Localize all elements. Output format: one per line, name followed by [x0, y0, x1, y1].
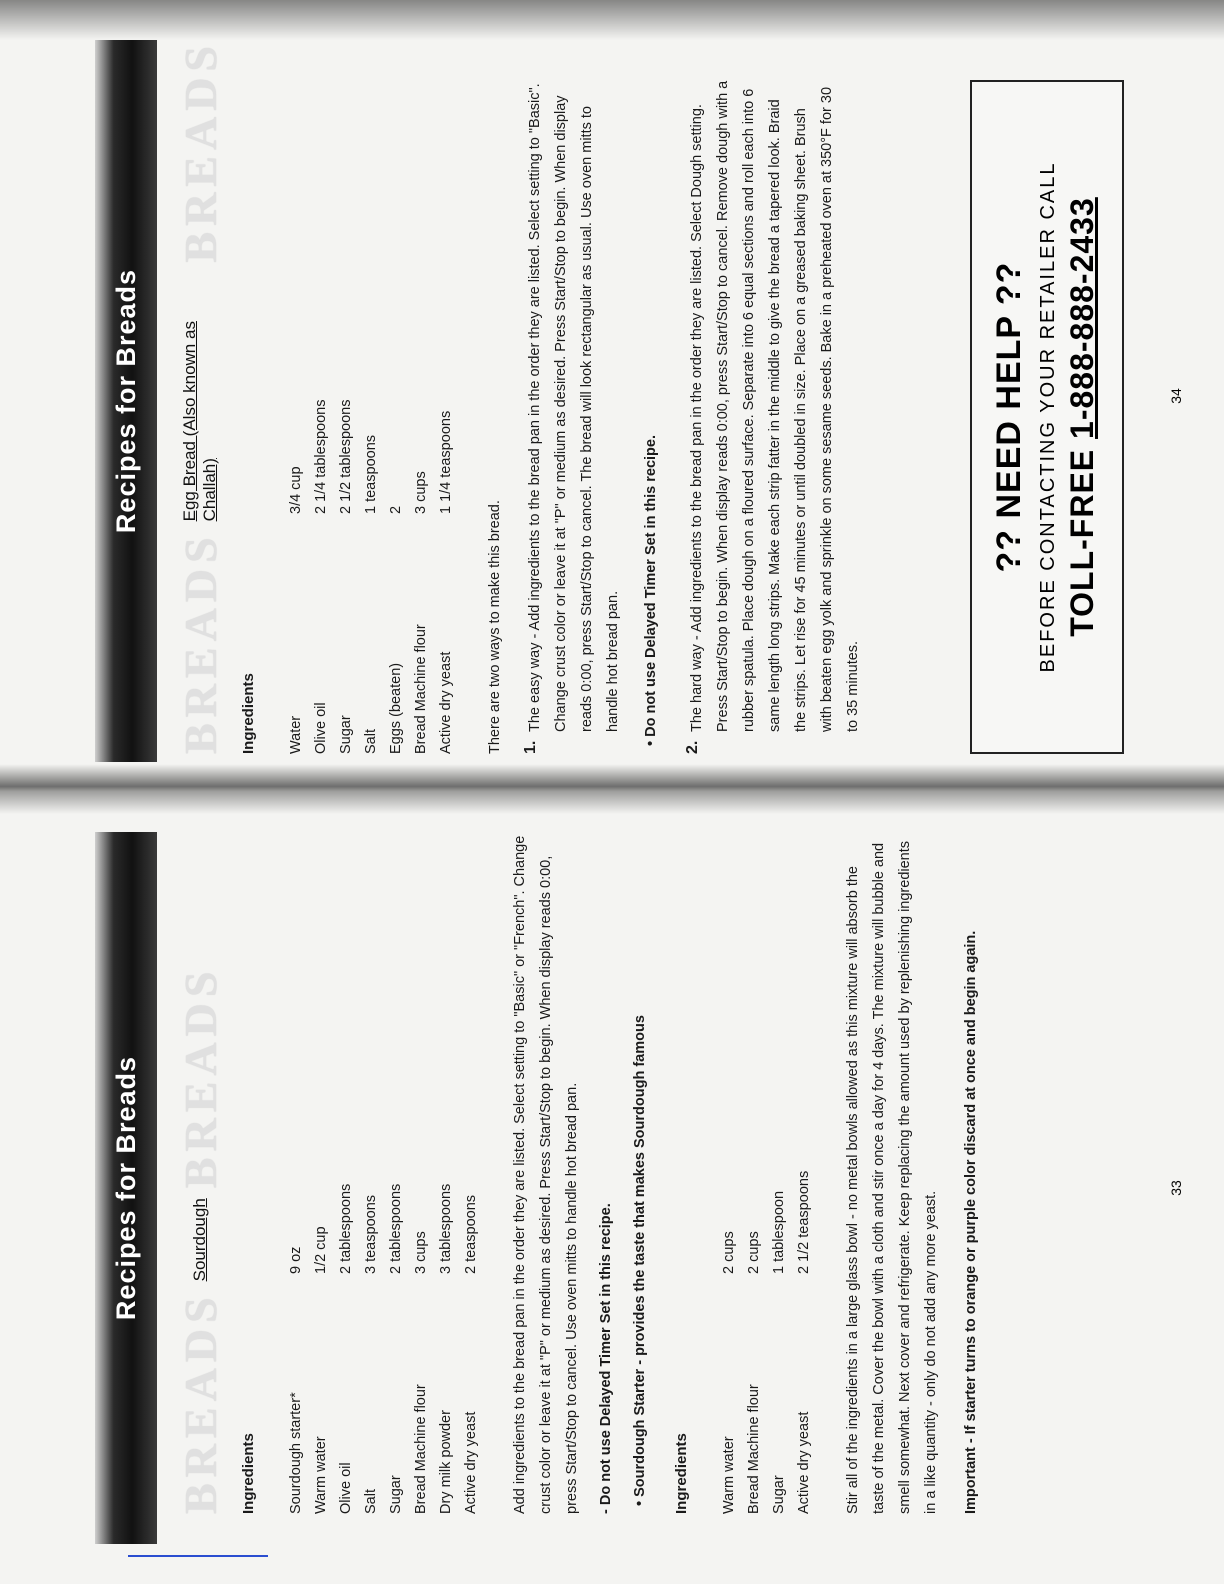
ingredient-name: Eggs (beaten): [387, 662, 404, 754]
ingredients-heading: Ingredients: [240, 1433, 257, 1514]
scan-edge-mark: [128, 1555, 268, 1557]
starter-note: • Sourdough Starter - provides the taste that makes Sourdough famous: [632, 1015, 648, 1506]
ingredient-qty: 2 1/2 teaspoons: [795, 1170, 812, 1274]
ingredient-name: Bread Machine flour: [412, 1384, 429, 1514]
ingredients-list: [283, 832, 483, 1514]
ingredient-qty: 1/2 cup: [312, 1226, 329, 1274]
ingredient-name: Sourdough starter*: [287, 1392, 304, 1514]
page-edge-shadow: [0, 0, 1224, 40]
ingredient-name: Water: [287, 715, 304, 754]
ingredient-qty: 1 teaspoons: [362, 434, 379, 514]
ingredient-qty: 2 tablespoons: [337, 1183, 354, 1274]
recipe-title-row: [175, 832, 225, 1514]
recipe-title: Sourdough: [190, 1198, 209, 1282]
page-33: [0, 792, 1224, 1584]
ingredient-row: [791, 832, 816, 1514]
ingredient-row: [766, 832, 791, 1514]
ingredients-heading: Ingredients: [240, 673, 257, 754]
page-number: 34: [1168, 388, 1184, 404]
ingredient-qty: 1 1/4 teaspoons: [437, 410, 454, 514]
ingredient-qty: 2 cups: [745, 1231, 762, 1274]
breads-watermark: BREADS: [174, 965, 226, 1189]
section-banner: Recipes for Breads: [95, 832, 157, 1544]
ingredients-list: [283, 80, 458, 754]
ingredient-qty: 3/4 cup: [287, 466, 304, 514]
help-phone-prefix: TOLL-FREE: [1064, 438, 1100, 637]
timer-note: - Do not use Delayed Timer Set in this recipe.: [598, 1203, 614, 1514]
ingredient-name: Active dry yeast: [795, 1411, 812, 1514]
ingredient-name: Salt: [362, 1489, 379, 1514]
ingredient-row: [408, 80, 433, 754]
step-number: 2.: [684, 740, 701, 754]
ingredient-qty: 2 tablespoons: [387, 1183, 404, 1274]
ingredient-name: Active dry yeast: [462, 1411, 479, 1514]
breads-watermark: BREADS: [174, 531, 226, 754]
ingredient-name: Bread Machine flour: [412, 624, 429, 754]
ingredient-name: Warm water: [720, 1436, 737, 1514]
breads-watermark: BREADS: [174, 1291, 226, 1514]
ingredient-row: [716, 832, 741, 1514]
method-hard-text: The hard way - Add ingredients to the bread pan in the order they are listed. Select Dough setting. Press Start/Stop to begin. When display reads 0:00, press Start/Stop to cancel. Remove dough with a rubber spatula. Place dough on a floured surface. Separate into 6 equal sections and roll each into 6 same length long strips. Make each strip fatter in the middle to give the bread a tapered look. Braid the strips. Let rise for 45 minutes or until doubled in size. Place on a greased baking sheet. Brush with beaten egg yolk and sprinkle on some sesame seeds. Bake in a preheated oven at 350°F for 30 to 35 minutes.: [689, 80, 861, 732]
ingredient-qty: 3 cups: [412, 1231, 429, 1274]
recipe-title-row: [175, 40, 225, 754]
instructions-text: Add ingredients to the bread pan in the order they are listed. Select setting to "Basic" or "French". Change crust color or leave it at "P" or medium as desired. Press Start/Stop to begin. When display reads 0:00, press Start/Stop to cancel. Use oven mitts to handle hot bread pan.: [512, 835, 580, 1514]
starter-ingredients-list: [716, 832, 816, 1514]
ingredient-name: Sugar: [770, 1475, 787, 1514]
ingredient-qty: 2 1/2 tablespoons: [337, 399, 354, 514]
ingredient-qty: 2 cups: [720, 1231, 737, 1274]
ingredient-name: Bread Machine flour: [745, 1384, 762, 1514]
intro-text: There are two ways to make this bread.: [487, 500, 503, 754]
ingredient-row: [408, 832, 433, 1514]
help-phone-number: 1-888-888-2433: [1064, 197, 1100, 439]
help-box: [970, 80, 1124, 754]
starter-instructions: Stir all of the ingredients in a large glass bowl - no metal bowls allowed as this mixture will absorb the taste of the metal. Cover the bowl with a cloth and stir once a day for 4 days. The mixture will bubble and smell somewhat. Next cover and refrigerate. Keep replacing the amount used by replenishing ingredients in a like quantity - only do not add any more yeast.: [845, 840, 939, 1514]
important-note: Important - If starter turns to orange or purple color discard at once and begin again.: [963, 930, 979, 1514]
ingredient-qty: 3 teaspoons: [362, 1194, 379, 1274]
ingredient-qty: 2 teaspoons: [462, 1194, 479, 1274]
ingredient-row: [308, 80, 333, 754]
ingredient-row: [458, 832, 483, 1514]
recipe-title: Egg Bread (Also known as Challah): [180, 321, 219, 522]
ingredient-row: [383, 832, 408, 1514]
ingredient-qty: 2: [387, 505, 404, 514]
ingredient-row: [283, 832, 308, 1514]
timer-note: • Do not use Delayed Timer Set in this recipe.: [643, 434, 659, 746]
ingredient-row: [383, 80, 408, 754]
section-banner: Recipes for Breads: [95, 40, 157, 762]
ingredient-row: [433, 80, 458, 754]
ingredient-qty: 9 oz: [287, 1246, 304, 1274]
method-hard: [684, 80, 874, 754]
ingredient-name: Salt: [362, 729, 379, 754]
help-title: ?? NEED HELP ??: [990, 261, 1028, 573]
ingredient-qty: 2 1/4 tablespoons: [312, 399, 329, 514]
ingredient-row: [283, 80, 308, 754]
recipe-content: [240, 832, 992, 1514]
ingredient-qty: 1 tablespoon: [770, 1190, 787, 1274]
ingredient-name: Sugar: [337, 715, 354, 754]
ingredient-row: [741, 832, 766, 1514]
ingredient-row: [433, 832, 458, 1514]
help-phone: [1064, 82, 1101, 752]
step-number: 1.: [522, 740, 539, 754]
ingredient-qty: 3 cups: [412, 471, 429, 514]
ingredient-name: Warm water: [312, 1436, 329, 1514]
ingredient-row: [333, 80, 358, 754]
recipe-content: [240, 80, 874, 754]
method-easy-text: The easy way - Add ingredients to the bread pan in the order they are listed. Select setting to "Basic". Change crust color or leave it at "P" or medium as desired. Press Start/Stop to begin. When display reads 0:00, press Start/Stop to cancel. The bread will look rectangular as usual. Use oven mitts to handle hot bread pan.: [527, 83, 621, 732]
ingredient-name: Dry milk powder: [437, 1410, 454, 1514]
ingredient-row: [358, 80, 383, 754]
ingredient-name: Olive oil: [312, 702, 329, 754]
ingredient-row: [333, 832, 358, 1514]
page-number: 33: [1168, 1180, 1184, 1196]
starter-ingredients-heading: Ingredients: [673, 1433, 690, 1514]
ingredient-row: [358, 832, 383, 1514]
help-subtitle: BEFORE CONTACTING YOUR RETAILER CALL: [1037, 161, 1059, 673]
ingredient-row: [308, 832, 333, 1514]
breads-watermark: BREADS: [174, 40, 226, 263]
ingredient-qty: 3 tablespoons: [437, 1183, 454, 1274]
ingredient-name: Sugar: [387, 1475, 404, 1514]
ingredient-name: Active dry yeast: [437, 651, 454, 754]
method-easy: [522, 80, 634, 754]
ingredient-name: Olive oil: [337, 1462, 354, 1514]
